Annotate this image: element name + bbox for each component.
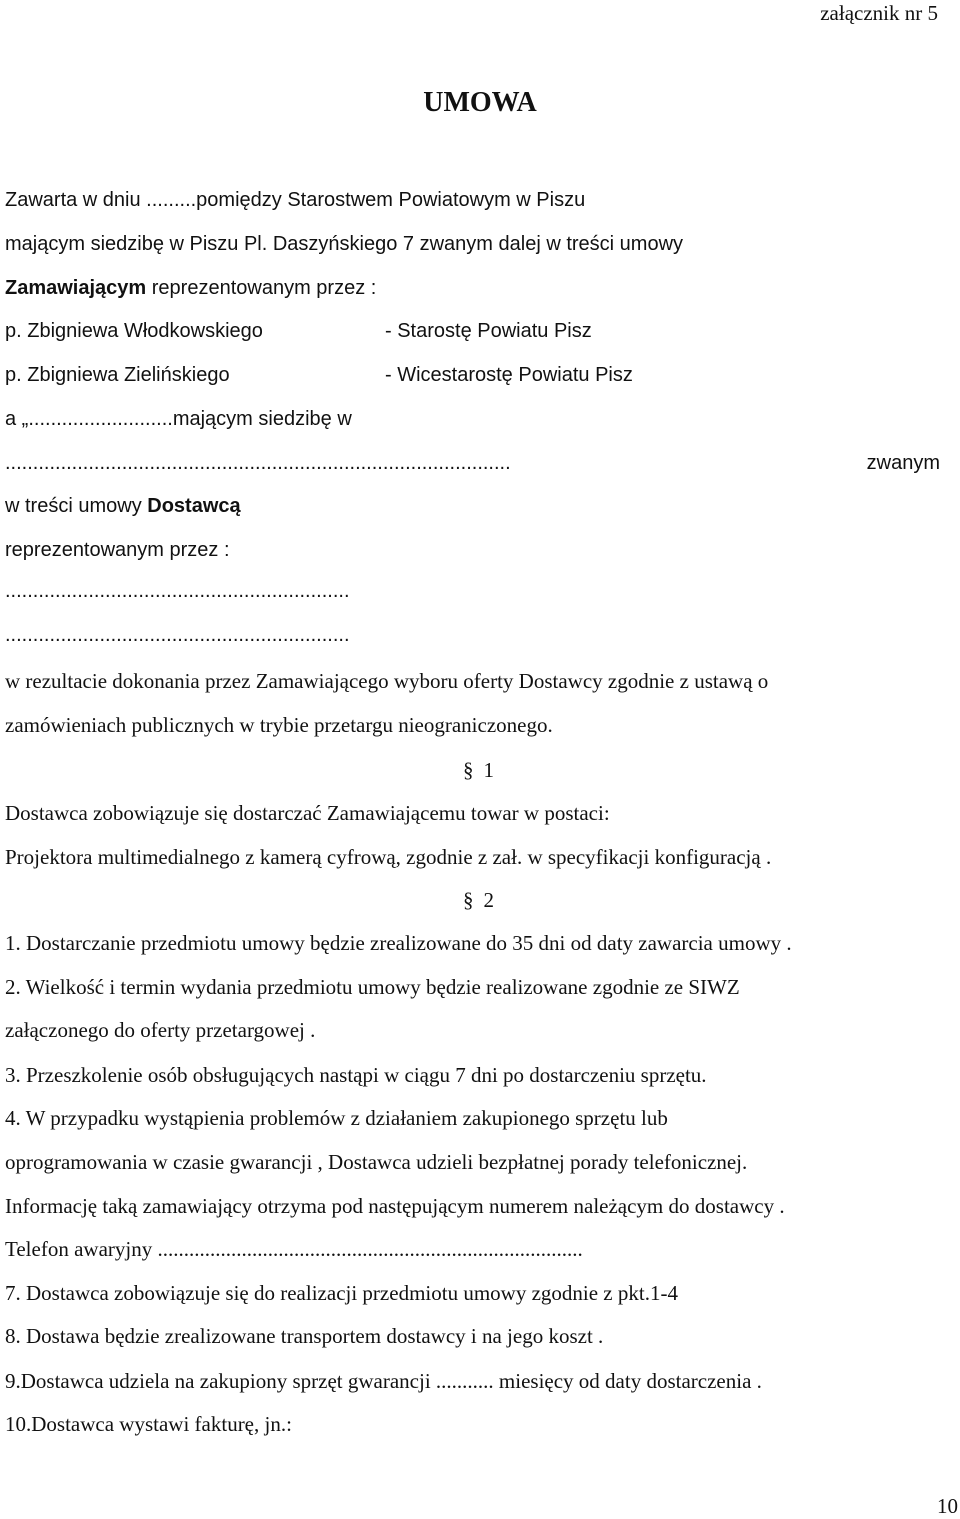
section-1-line-2: Projektora multimedialnego z kamerą cyfrową, zgodnie z zał. w specyfikacji konfiguracją .: [5, 845, 772, 869]
section-2-item: 3. Przeszkolenie osób obsługujących nastąpi w ciągu 7 dni po dostarczeniu sprzętu.: [5, 1063, 707, 1087]
representative-2-role: - Wicestarostę Powiatu Pisz: [385, 364, 633, 386]
supplier-term: Dostawcą: [147, 495, 241, 517]
supplier-rep-dots-1: ..............................................................: [5, 580, 350, 602]
section-2-item: Telefon awaryjny .................................................................................: [5, 1237, 583, 1261]
page-number: 10: [937, 1494, 958, 1518]
supplier-named-line: [5, 450, 940, 476]
section-mark-icon: §: [463, 758, 474, 782]
section-2-item: załączonego do oferty przetargowej .: [5, 1018, 316, 1042]
section-2-item: oprogramowania w czasie gwarancji , Dostawca udzieli bezpłatnej porady telefonicznej.: [5, 1150, 748, 1174]
section-1-heading: [463, 757, 494, 783]
buyer-representation-line: [5, 275, 376, 301]
contract-date-line: Zawarta w dniu .........pomiędzy Starostwem Powiatowym w Piszu: [5, 189, 586, 211]
section-2-item: 9.Dostawca udziela na zakupiony sprzęt gwarancji ........... miesięcy od daty dostarczenia .: [5, 1369, 762, 1393]
supplier-rep-dots-2: ..............................................................: [5, 624, 350, 646]
document-title: UMOWA: [423, 87, 537, 118]
supplier-representation-line: reprezentowanym przez :: [5, 539, 230, 561]
section-2-item: 4. W przypadku wystąpienia problemów z działaniem zakupionego sprzętu lub: [5, 1106, 668, 1130]
representative-1-role: - Starostę Powiatu Pisz: [385, 320, 592, 342]
result-line-2: zamówieniach publicznych w trybie przetargu nieograniczonego.: [5, 713, 553, 737]
supplier-term-prefix: w treści umowy: [5, 495, 148, 517]
section-1-number: 1: [483, 758, 494, 782]
result-line-1: w rezultacie dokonania przez Zamawiającego wyboru oferty Dostawcy zgodnie z ustawą o: [5, 669, 769, 693]
section-2-heading: [463, 887, 494, 913]
supplier-term-line: [5, 493, 241, 519]
section-2-item: 10.Dostawca wystawi fakturę, jn.:: [5, 1412, 292, 1436]
section-2-item: Informację taką zamawiający otrzyma pod następującym numerem należącym do dostawcy .: [5, 1194, 785, 1218]
representative-1: [5, 318, 905, 344]
supplier-named-word: zwanym: [866, 452, 940, 474]
section-2-number: 2: [483, 888, 494, 912]
supplier-dots: ...........................................................................................: [5, 452, 511, 474]
buyer-address-line: mającym siedzibę w Piszu Pl. Daszyńskiego 7 zwanym dalej w treści umowy: [5, 233, 684, 255]
representative-1-name: p. Zbigniewa Włodkowskiego: [5, 320, 263, 342]
representative-2-name: p. Zbigniewa Zielińskiego: [5, 364, 230, 386]
section-2-item: 7. Dostawca zobowiązuje się do realizacji przedmiotu umowy zgodnie z pkt.1-4: [5, 1281, 678, 1305]
section-2-item: 2. Wielkość i termin wydania przedmiotu umowy będzie realizowane zgodnie ze SIWZ: [5, 975, 740, 999]
section-1-line-1: Dostawca zobowiązuje się dostarczać Zamawiającemu towar w postaci:: [5, 801, 610, 825]
attachment-label: załącznik nr 5: [820, 1, 938, 25]
section-2-item: 8. Dostawa będzie zrealizowane transportem dostawcy i na jego koszt .: [5, 1324, 604, 1348]
representative-2: [5, 362, 905, 388]
section-mark-icon: §: [463, 888, 474, 912]
section-2-item: 1. Dostarczanie przedmiotu umowy będzie zrealizowane do 35 dni od daty zawarcia umowy .: [5, 931, 792, 955]
supplier-address-line: a „..........................mającym siedzibę w: [5, 408, 352, 430]
buyer-term: Zamawiającym: [5, 277, 147, 299]
buyer-representation-text: reprezentowanym przez :: [146, 277, 377, 299]
